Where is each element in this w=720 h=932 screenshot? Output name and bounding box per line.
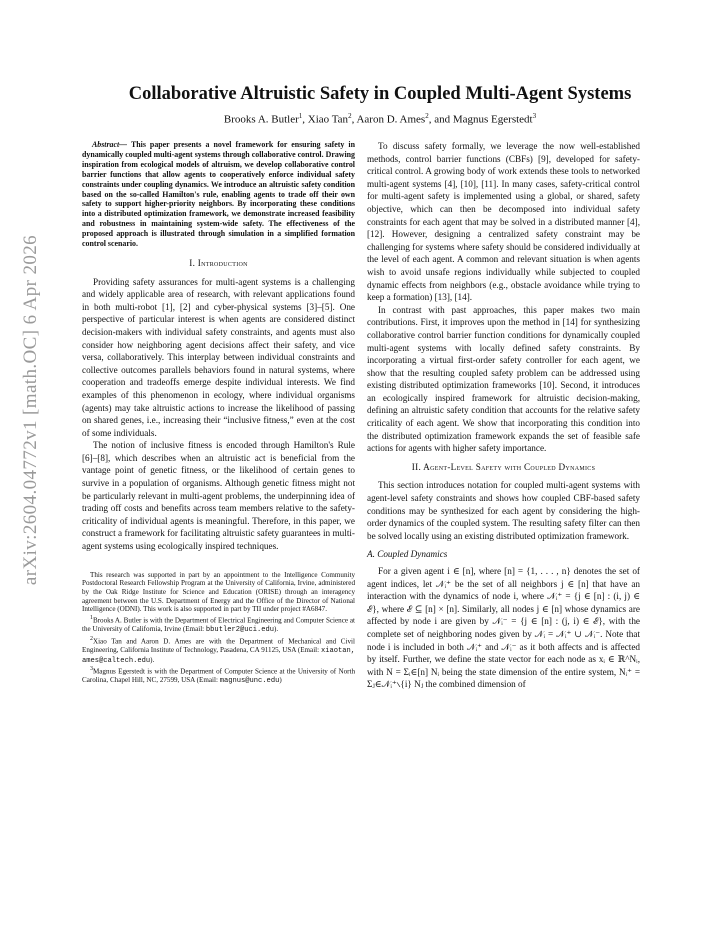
right-column bbox=[367, 140, 640, 691]
author-name: Magnus Egerstedt bbox=[452, 113, 533, 126]
author-email: bbutler2@uci.edu bbox=[205, 626, 275, 635]
author-list bbox=[80, 112, 680, 126]
author-affiliation-mark: 1 bbox=[298, 112, 303, 120]
paragraph: This section introduces notation for coupled multi-agent systems with agent-level safety constraints and shows how coupled CBF-based safety conditions may be synthesized for each agent by considering the high-order dynamics of the coupled system. The resulting safety filter can then be solved locally using an existing distributed optimization framework. bbox=[367, 480, 640, 541]
section-heading-agent-level-safety: II. Agent-Level Safety with Coupled Dynamics bbox=[411, 461, 596, 472]
footnote-affiliation: $^2$Xiao Tan and Aaron D. Ames are with the Department of Mechanical and Civil Engineering, California Institute of Technology, Pasadena, CA 91125, USA (Email: xiaotan, ames@caltech.edu). bbox=[82, 635, 355, 665]
paragraph: In contrast with past approaches, this paper makes two main contributions. First, it improves upon the method in [14] for synthesizing collaborative control barrier function conditions for dynamically coupled multi-agent systems with locally defined safety constraints. By incorporating a virtual first-order safety controller for each agent, we show that the resulting coupled safety problem can be addressed using existing distributed optimization frameworks [10]. Second, it introduces an ecologically inspired framework for altruistic decision-making, defining an altruistic safety condition that accounts for the relative safety criticality of each agent. We show that incorporating this condition into the distributed optimization framework expands the set of feasible safe actions for agents with higher safety importance. bbox=[367, 304, 640, 454]
arxiv-identifier bbox=[13, 175, 49, 645]
left-column bbox=[82, 140, 355, 686]
author-name: Brooks A. Butler bbox=[223, 113, 299, 126]
author-affiliation-mark: 3 bbox=[532, 112, 537, 120]
paragraph: Providing safety assurances for multi-agent systems is a challenging and widely applicable area of research, with relevant applications found in both multi-robot [1], [2] and cyber-physical systems [3]–[5]. One perspective of particular interest is when agents are considered distinct decision-makers with individual safety constraints, and agents must also consider how neighboring agent decisions affect their safety, and vice versa, collaboratively. This interplay between individual constraints and collective outcomes parallels behaviors found in natural systems, where cooperation and tradeoffs emerge despite individual interests. We find examples of this phenomenon in ecology, where individual organisms (agents) may take altruistic actions to increase the likelihood of passing on shared genes, i.e., increasing their “inclusive fitness,” even at the cost of some individuals. bbox=[82, 276, 355, 438]
author-affiliation-mark: 2 bbox=[425, 112, 429, 120]
section-heading-introduction: I. Introduction bbox=[189, 257, 248, 268]
abstract-text: This paper presents a novel framework for ensuring safety in dynamically coupled multi-agent systems through collaborative control. Drawing inspiration from ecological models of altruism, we develop collaborative control barrier functions that allow agents to cooperatively enforce individual safety constraints under coupling dynamics. We introduce an altruistic safety condition based on the so-called Hamilton's rule, enabling agents to trade off their own safety to support higher-priority neighbors. By incorporating these conditions into a distributed optimization framework, we demonstrate increased feasibility and robustness in maintaining system-wide safety. The effectiveness of the proposed approach is illustrated through simulation in a simplified formation control scenario. bbox=[82, 140, 355, 249]
arxiv-identifier-text: arXiv:2604.04772v1 [math.OC] 6 Apr 2026 bbox=[20, 234, 41, 586]
author-name: Xiao Tan bbox=[307, 113, 349, 126]
author-email: magnus@unc.edu bbox=[219, 677, 280, 686]
footnote-affiliation: $^1$Brooks A. Butler is with the Department of Electrical Engineering and Computer Science at the University of California, Irvine (Email: bbutler2@uci.edu). bbox=[82, 615, 355, 635]
paragraph: To discuss safety formally, we leverage the now well-established methods, control barrier functions (CBFs) [9], developed for safety-critical control. A growing body of work extends these tools to networked multi-agent systems [4], [10], [11]. In many cases, safety-critical control for multi-agent safety is implemented using a global, or shared, safety objective, which can then be decomposed into individual safety constraints for each agent that may be solved in a distributed manner [4], [12]. However, designing a centralized safety constraint may be challenging for systems where safety should be considered individually at the level of each agent. A common and relevant situation is when agents wish to avoid unsafe regions individually while subjected to coupled dynamic effects from neighbors (e.g., obstacle avoidance while trying to keep a formation) [13], [14]. bbox=[367, 141, 640, 303]
footnote-funding: This research was supported in part by an appointment to the Intelligence Community Postdoctoral Research Fellowship Program at the University of California, Irvine, administered by the Oak Ridge Institute for Science and Education (ORISE) through an interagency agreement between the U.S. Department of Energy and the Office of the Director of National Intelligence (ODNI). This work is also supported in part by TII under project #A6847. bbox=[82, 570, 355, 614]
paragraph: For a given agent i ∈ [n], where [n] = {1, . . . , n} denotes the set of agent indices, let 𝒩ᵢ⁺ be the set of all neighbors j ∈ [n] that have an interaction with the dynamics of node i, where 𝒩ᵢ⁺ = {j ∈ [n] : (i, j) ∈ ℰ}, where ℰ ⊆ [n] × [n]. Similarly, all nodes j ∈ [n] whose dynamics are affected by node i are given by 𝒩ᵢ⁻ = {j ∈ [n] : (j, i) ∈ ℰ}, with the complete set of neighboring nodes given by 𝒩ᵢ = 𝒩ᵢ⁺ ∪ 𝒩ᵢ⁻. Note that node i is included in both 𝒩ᵢ⁺ and 𝒩ᵢ⁻ as it both affects and is affected by itself. Further, we define the state vector for each node as xᵢ ∈ ℝ^Nᵢ, with N = Σᵢ∈[n] Nᵢ being the state dimension of the entire system, Nᵢ⁺ = Σⱼ∈𝒩ᵢ⁺∖{i} Nⱼ the combined dimension of bbox=[367, 566, 640, 690]
abstract-label: Abstract— bbox=[92, 140, 128, 149]
subsection-heading-coupled-dynamics: A. Coupled Dynamics bbox=[367, 549, 448, 560]
abstract bbox=[82, 140, 355, 249]
paper-title: Collaborative Altruistic Safety in Coupled Multi-Agent Systems bbox=[128, 84, 632, 104]
paragraph: The notion of inclusive fitness is encoded through Hamilton's Rule [6]–[8], which describes when an altruistic act is beneficial from the vantage point of genetic fitness, or the likelihood of certain genes to survive in a population of organisms. Although genetic fitness might not be particularly relevant in multi-agent problems, the underpinning idea of trading off costs and benefits across team members relative to the safety-criticality of individual agents is meaningful. Therefore, in this paper, we construct a framework for facilitating altruistic safety guarantees in multi-agent systems using ecologically inspired techniques. bbox=[82, 440, 355, 552]
author-name: Aaron D. Ames bbox=[356, 113, 426, 126]
author-separator: , bbox=[351, 113, 357, 126]
author-separator: , bbox=[302, 113, 308, 126]
footnote-affiliation: $^3$Magnus Egerstedt is with the Department of Computer Science at the University of North Carolina, Chapel Hill, NC, 27599, USA (Email: magnus@unc.edu) bbox=[82, 666, 355, 686]
footnotes bbox=[82, 571, 355, 687]
author-email: xiaotan, ames@caltech.edu bbox=[82, 646, 355, 665]
author-separator: , and bbox=[428, 113, 453, 126]
author-affiliation-mark: 2 bbox=[348, 112, 352, 120]
